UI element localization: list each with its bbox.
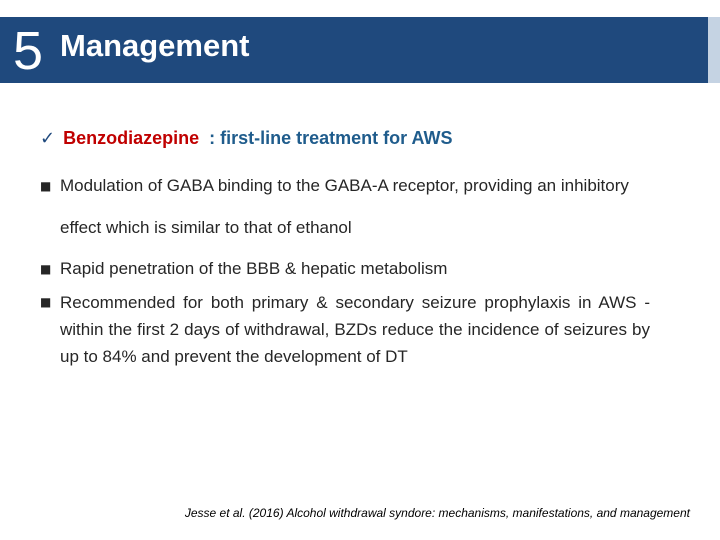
bullet-text: Modulation of GABA binding to the GABA-A receptor, providing an inhibitory effect which is similar to that of ethanol bbox=[60, 176, 629, 237]
heading-term: Benzodiazepine bbox=[63, 128, 200, 148]
bullet-text: Recommended for both primary & secondary seizure prophylaxis in AWS - within the first 2 days of withdrawal, BZDs reduce the incidence of seizures by up to 84% and prevent the development of DT bbox=[60, 293, 650, 366]
checkmark-icon: ✓ bbox=[40, 128, 56, 149]
heading-line bbox=[40, 125, 680, 152]
bullet-text: Rapid penetration of the BBB & hepatic metabolism bbox=[60, 259, 448, 278]
page-title: Management bbox=[60, 28, 250, 63]
square-bullet-icon: ■ bbox=[40, 262, 52, 276]
bullet-item bbox=[40, 172, 650, 249]
square-bullet-icon: ■ bbox=[40, 179, 52, 193]
bullet-item bbox=[40, 289, 650, 370]
section-number: 5 bbox=[13, 21, 44, 81]
heading-description: : first-line treatment for AWS bbox=[209, 128, 453, 148]
bullet-item bbox=[40, 256, 650, 282]
square-bullet-icon: ■ bbox=[40, 295, 52, 309]
citation: Jesse et al. (2016) Alcohol withdrawal syndore: mechanisms, manifestations, and management bbox=[184, 506, 690, 520]
header-accent-stripe bbox=[708, 17, 720, 83]
